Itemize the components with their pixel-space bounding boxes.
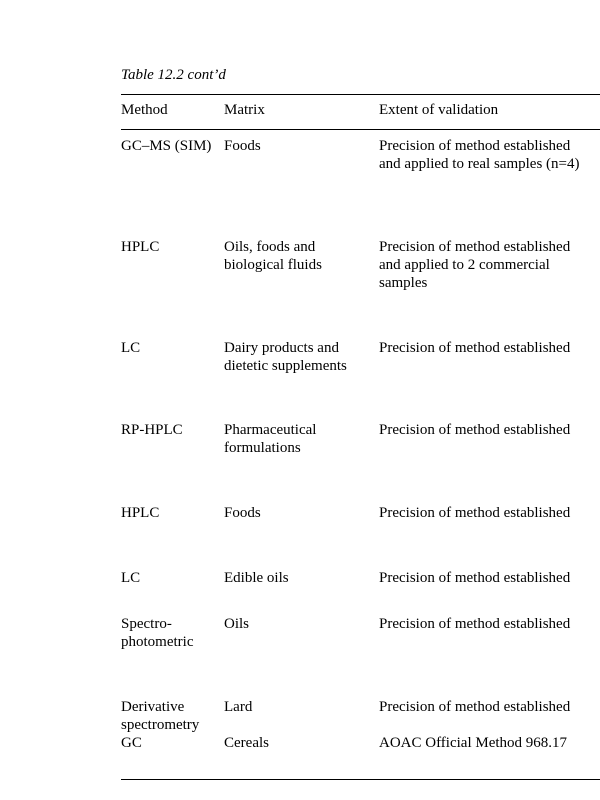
validation-cell: Precision of method established [379, 616, 571, 632]
validation-cell: Precision of method established [379, 505, 571, 521]
method-cell: LC [121, 340, 141, 356]
validation-cell: Precision of method established [379, 699, 571, 715]
validation-cell: Precision of method established [379, 340, 571, 356]
method-cell: HPLC [121, 505, 160, 521]
bottom-rule [121, 779, 600, 780]
validation-cell: AOAC Official Method 968.17 [379, 735, 568, 751]
header-rule [121, 129, 600, 130]
method-cell: RP-HPLC [121, 422, 183, 438]
method-cell: GC [121, 735, 142, 751]
validation-cell: Precision of method established [379, 570, 571, 586]
validation-cell: Precision of method established and applied to 2 commercial samples [379, 239, 571, 291]
matrix-cell: Dairy products and dietetic supplements [224, 340, 347, 374]
header-matrix: Matrix [224, 102, 265, 118]
matrix-cell: Foods [224, 138, 261, 154]
matrix-cell: Oils, foods and biological fluids [224, 239, 322, 273]
validation-cell: Precision of method established [379, 422, 571, 438]
header-validation: Extent of validation [379, 102, 499, 118]
method-cell: Derivative spectrometry [121, 699, 200, 733]
matrix-cell: Foods [224, 505, 261, 521]
matrix-cell: Pharmaceutical formulations [224, 422, 317, 456]
method-cell: Spectro- photometric [121, 616, 194, 650]
method-cell: LC [121, 570, 141, 586]
matrix-cell: Edible oils [224, 570, 289, 586]
top-rule [121, 94, 600, 95]
validation-cell: Precision of method established and applied to real samples (n=4) [379, 138, 580, 172]
header-method: Method [121, 102, 168, 118]
matrix-cell: Cereals [224, 735, 269, 751]
table-caption: Table 12.2 cont’d [121, 67, 226, 83]
matrix-cell: Oils [224, 616, 250, 632]
matrix-cell: Lard [224, 699, 253, 715]
method-cell: HPLC [121, 239, 160, 255]
method-cell: GC–MS (SIM) [121, 138, 212, 154]
